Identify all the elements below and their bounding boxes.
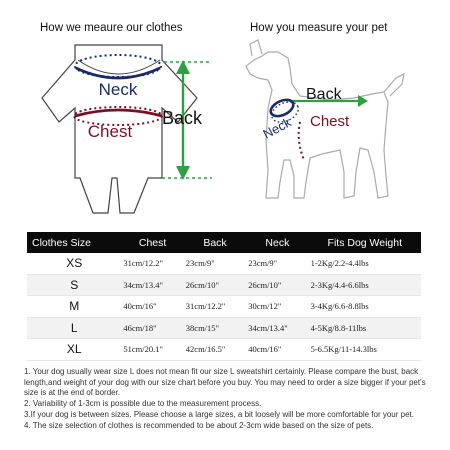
size-cell: M	[27, 296, 121, 318]
dog-neck-label: Neck	[260, 114, 294, 142]
back-cell: 42cm/16.5"	[184, 339, 246, 361]
weight-cell: 2-3Kg/4.4-6.6lbs	[309, 274, 421, 296]
back-cell: 26cm/10"	[184, 274, 246, 296]
note-4: 4. The size selection of clothes is recommended to be about 2-3cm wide based on the size of pets.	[24, 420, 374, 430]
table-row	[27, 274, 421, 296]
pet-measure-heading: How you measure your pet	[250, 22, 388, 34]
table-header-row	[27, 232, 421, 253]
chest-cell: 31cm/12.2"	[121, 253, 183, 274]
size-cell: XS	[27, 253, 121, 274]
dog-back-label: Back	[306, 86, 342, 103]
garment-neck-label: Neck	[98, 80, 138, 99]
clothes-measure-heading: How we meaure our clothes	[40, 22, 183, 34]
table-row	[27, 253, 421, 274]
weight-cell: 1-2Kg/2.2-4.4lbs	[309, 253, 421, 274]
chest-cell: 51cm/20.1"	[121, 339, 183, 361]
size-cell: S	[27, 274, 121, 296]
neck-cell: 30cm/12"	[246, 296, 308, 318]
header-back: Back	[184, 232, 246, 253]
size-cell: XL	[27, 339, 121, 361]
sizing-notes	[18, 367, 436, 431]
size-chart-table	[27, 232, 421, 361]
note-2: 2. Variability of 1-3cm is possible due to the measurement process.	[24, 399, 262, 409]
chest-cell: 46cm/18"	[121, 317, 183, 339]
garment-back-label: Back	[162, 108, 203, 128]
table-row	[27, 317, 421, 339]
header-chest: Chest	[121, 232, 183, 253]
back-cell: 31cm/12.2"	[184, 296, 246, 318]
size-cell: L	[27, 317, 121, 339]
header-clothes-size: Clothes Size	[27, 232, 121, 253]
garment-chest-label: Chest	[87, 122, 133, 141]
chest-cell: 34cm/13.4"	[121, 274, 183, 296]
chest-cell: 40cm/16"	[121, 296, 183, 318]
neck-cell: 40cm/16"	[246, 339, 308, 361]
back-cell: 23cm/9"	[184, 253, 246, 274]
back-cell: 38cm/15"	[184, 317, 246, 339]
neck-cell: 34cm/13.4"	[246, 317, 308, 339]
neck-cell: 23cm/9"	[246, 253, 308, 274]
dog-chest-label: Chest	[310, 113, 350, 130]
weight-cell: 5-6.5Kg/11-14.3lbs	[309, 339, 421, 361]
table-row	[27, 339, 421, 361]
neck-cell: 26cm/10"	[246, 274, 308, 296]
note-3: 3.If your dog is between sizes. Please choose a large sizes, a bit loosely will be more comfortable for your pet.	[24, 409, 414, 419]
weight-cell: 4-5Kg/8.8-11lbs	[309, 317, 421, 339]
table-row	[27, 296, 421, 318]
header-fits-dog-weight: Fits Dog Weight	[309, 232, 421, 253]
weight-cell: 3-4Kg/6.6-8.8lbs	[309, 296, 421, 318]
header-neck: Neck	[246, 232, 308, 253]
note-1: 1. Your dog usually wear size L does not mean fit our size L sweatshirt certainly. Please compare the bust, back length,and weight of your dog with our size chart before you buy. You may need to order a size bigger if your pet's size is at the end of border.	[24, 367, 426, 398]
